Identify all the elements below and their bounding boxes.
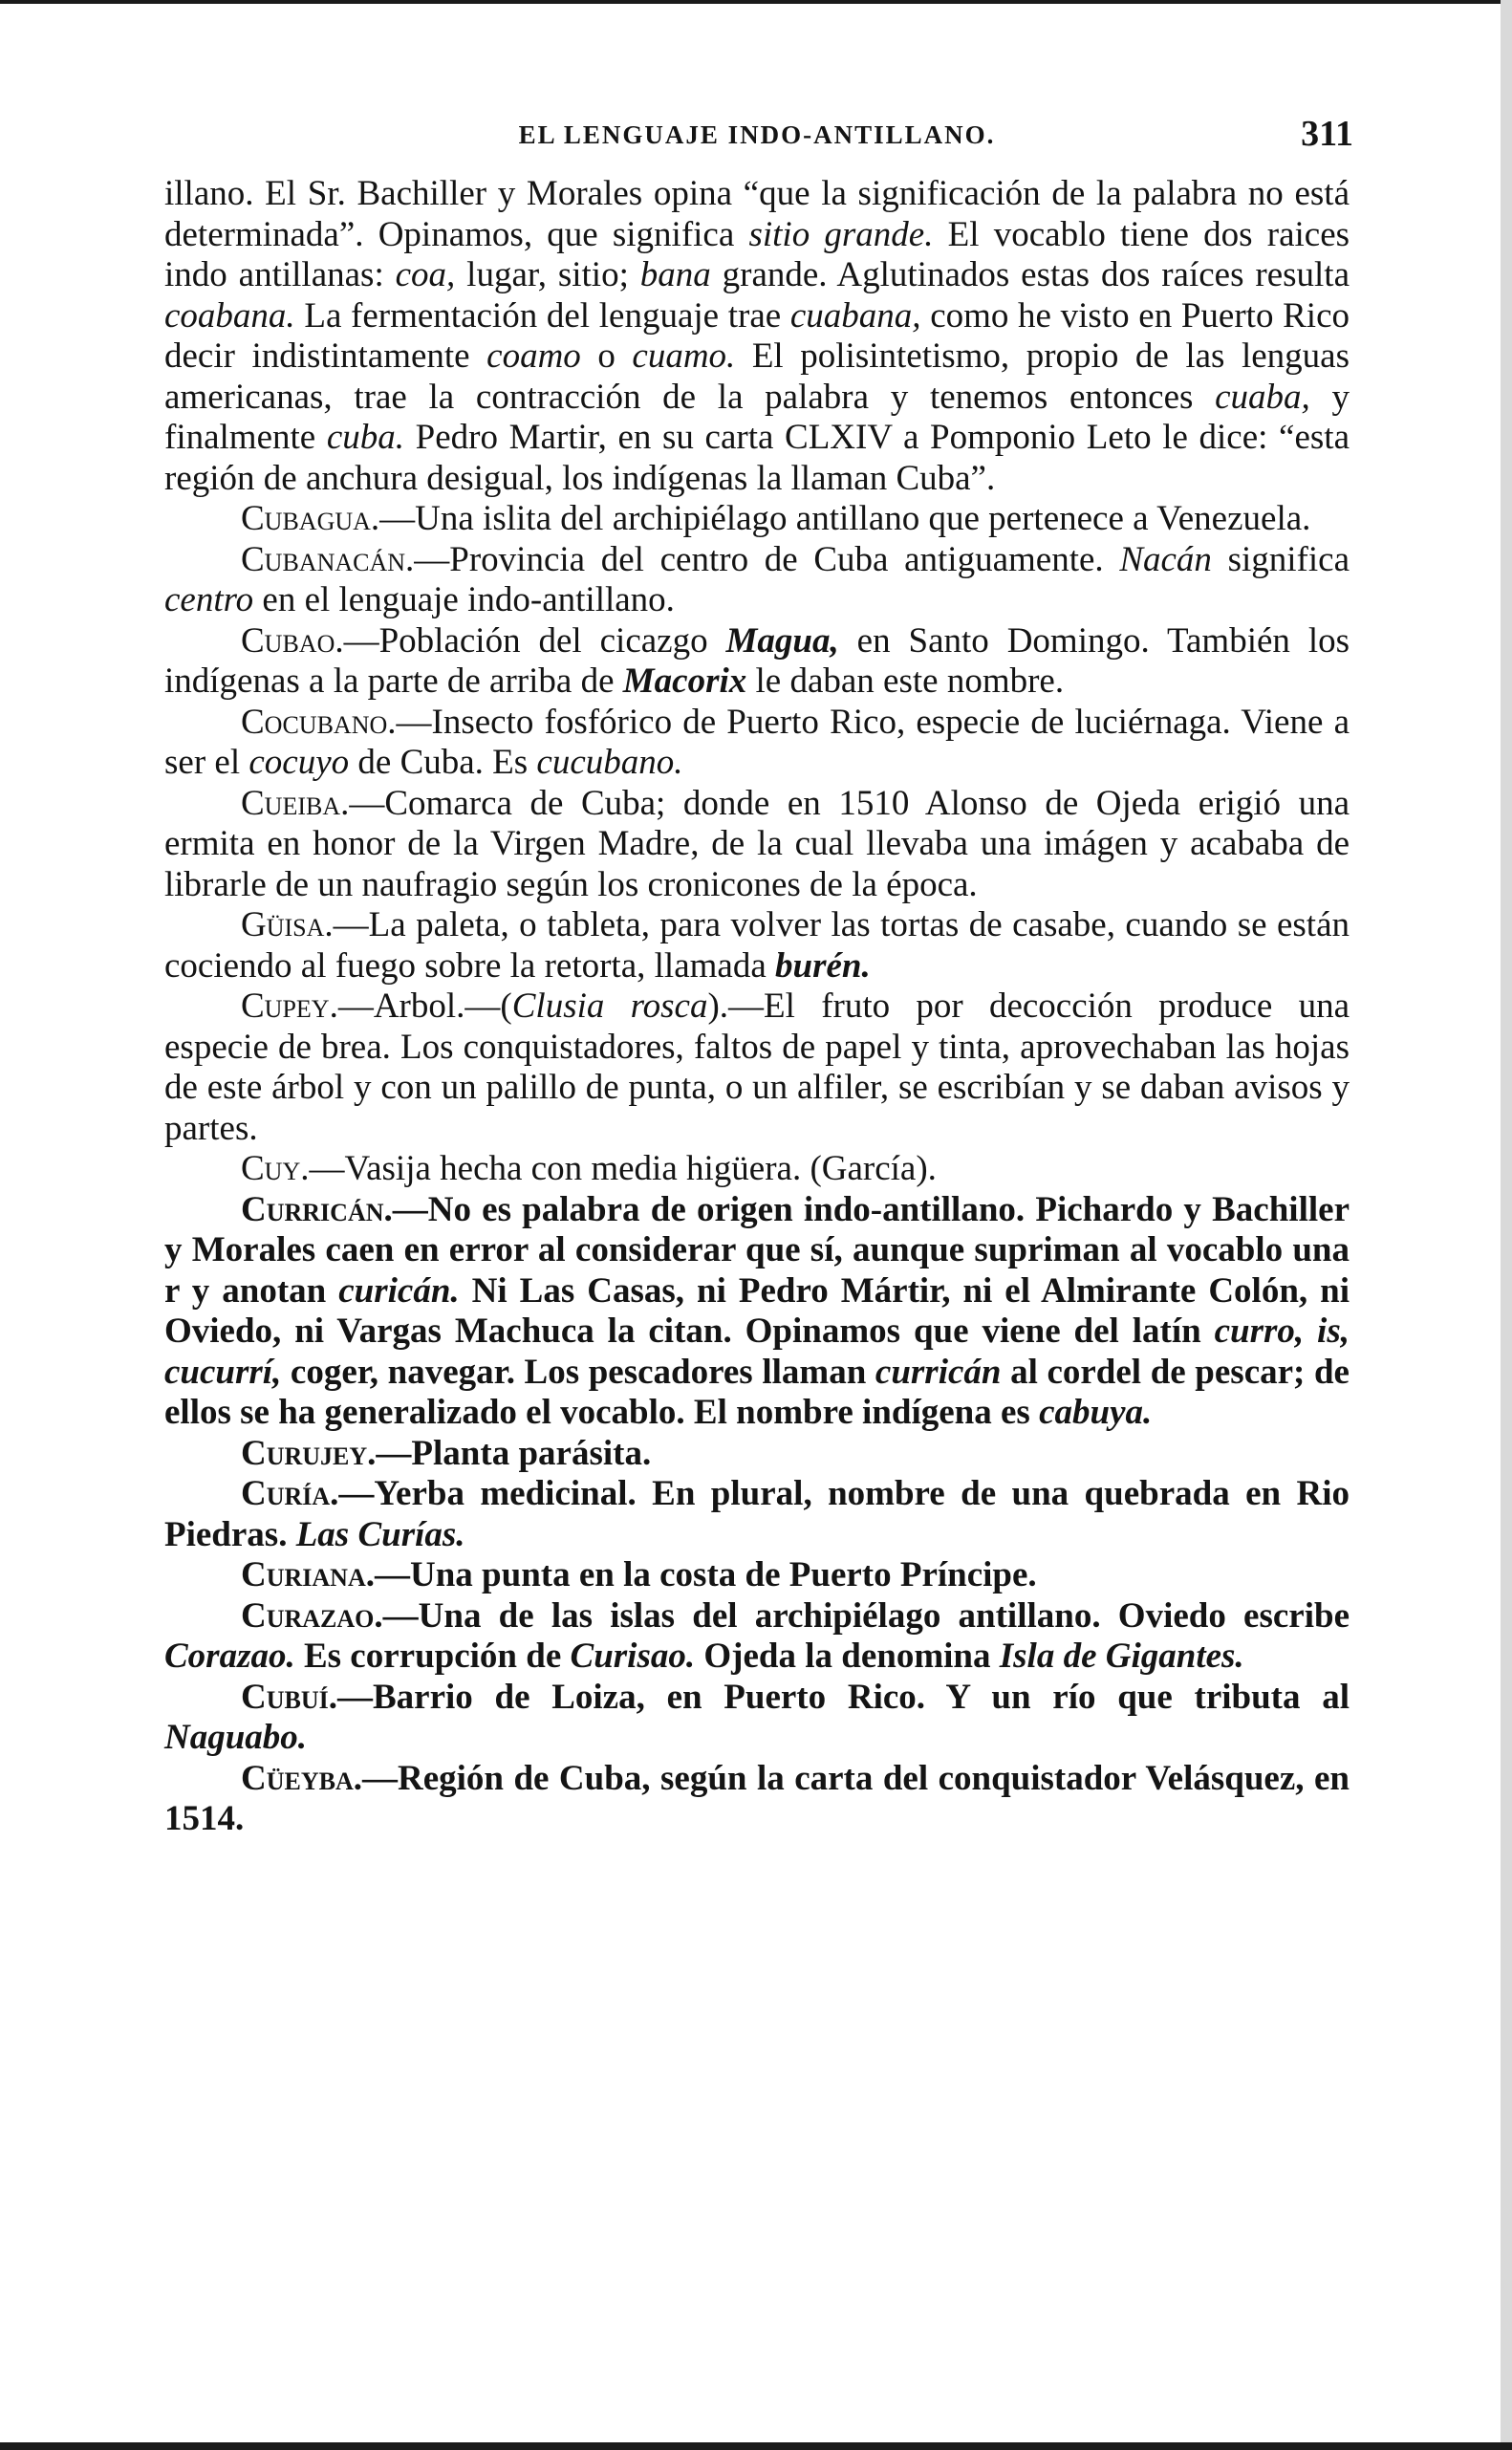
italic-term: burén. xyxy=(775,945,871,986)
entry-definition: ).—El fruto por decocción produce una especie de brea. Los conquistadores, faltos de papel y tinta, aprovechaban las hojas de este árbol y con un palillo de punta, o un alfiler, se escribían y se daban avisos y partes. xyxy=(164,987,1350,1148)
entry-headword: Cubanacán. xyxy=(241,539,415,579)
entry-headword: Curiana. xyxy=(241,1555,375,1594)
italic-term: Macorix xyxy=(622,661,747,701)
body-text xyxy=(164,174,1350,1840)
running-head xyxy=(164,113,1353,170)
opening-paragraph xyxy=(164,174,1350,499)
entry-cueyba xyxy=(164,1759,1350,1840)
text-run: El polisintetismo, propio de las lenguas americanas, trae la contracción de la palabra y tenemos entonces xyxy=(164,336,1350,417)
italic-term: Las Curías. xyxy=(295,1514,465,1554)
entry-headword: Cupey. xyxy=(241,987,338,1026)
italic-term: curricán xyxy=(875,1352,1002,1392)
italic-term: cabuya. xyxy=(1039,1393,1153,1432)
entry-definition: de Cuba. Es xyxy=(349,743,537,782)
entry-definition: —Arbol.—( xyxy=(337,987,512,1026)
entry-definition: Ni Las Casas, ni Pedro Mártir, ni el Almirante Colón, ni Oviedo, ni Vargas Machuca la citan. Opinamos que viene del latín xyxy=(164,1270,1350,1351)
entry-headword: Cocubano. xyxy=(241,702,397,742)
entry-headword: Curujey. xyxy=(241,1433,377,1473)
entry-headword: Cuy. xyxy=(241,1149,310,1188)
entry-definition: —Una islita del archipiélago antillano que pertenece a Venezuela. xyxy=(379,499,1311,538)
entry-curujey xyxy=(164,1434,1350,1475)
scan-edge-bottom xyxy=(0,2442,1512,2450)
italic-term: sitio grande. xyxy=(748,214,934,254)
entry-cubao xyxy=(164,621,1350,703)
entry-definition: —La paleta, o tableta, para volver las tortas de casabe, cuando se están cociendo al fuego sobre la retorta, llamada xyxy=(164,905,1350,986)
entry-definition: —No es palabra de origen indo-antillano. Pichardo y Bachiller y Morales caen en error al considerar que sí, aunque supriman al vocablo una r y anotan xyxy=(164,1189,1350,1311)
entry-definition: en el lenguaje indo-antillano. xyxy=(253,580,675,619)
italic-term: Isla de Gigantes. xyxy=(999,1637,1244,1676)
entry-guisa xyxy=(164,905,1350,987)
italic-term: bana xyxy=(639,255,711,294)
entry-definition: significa xyxy=(1211,539,1350,579)
italic-term: Nacán xyxy=(1119,539,1212,579)
entry-definition: —Planta parásita. xyxy=(376,1433,652,1473)
italic-term: cocuyo xyxy=(248,743,350,782)
entry-definition: —Una punta en la costa de Puerto Príncipe. xyxy=(374,1555,1037,1594)
italic-term: coamo xyxy=(486,336,581,376)
entry-curazao xyxy=(164,1596,1350,1678)
text-run: Pedro Martir, en su carta CLXIV a Pomponio Leto le dice: “esta región de anchura desigual, los indígenas la llaman Cuba”. xyxy=(164,418,1350,498)
entry-curia xyxy=(164,1474,1350,1555)
scan-edge-top xyxy=(0,0,1512,4)
italic-term: Naguabo. xyxy=(164,1718,308,1757)
italic-term: coa, xyxy=(395,255,456,294)
entry-definition: —Insecto fosfórico de Puerto Rico, especie de luciérnaga. Viene a ser el xyxy=(164,702,1350,782)
entry-headword: Cueiba. xyxy=(241,783,350,823)
entry-definition: en Santo Domingo. También los indígenas a la parte de arriba de xyxy=(164,620,1350,701)
entry-headword: Cubuí. xyxy=(241,1677,337,1717)
entry-definition: coger, navegar. Los pescadores llaman xyxy=(281,1352,875,1392)
text-run: La fermentación del lenguaje trae xyxy=(294,295,790,336)
italic-term: cucubano. xyxy=(536,743,683,782)
entry-currican xyxy=(164,1190,1350,1434)
text-run: y finalmente xyxy=(164,377,1350,457)
entry-cocubano xyxy=(164,703,1350,784)
running-title: EL LENGUAJE INDO-ANTILLANO. xyxy=(518,120,996,149)
entry-definition: —Una de las islas del archipiélago antillano. Oviedo escribe xyxy=(382,1595,1350,1636)
italic-term: Curisao. xyxy=(570,1637,696,1676)
italic-term: coabana. xyxy=(164,295,295,336)
entry-cubui xyxy=(164,1678,1350,1759)
text-run: El vocablo tiene dos raices indo antillanas: xyxy=(164,214,1350,294)
italic-term: cuba. xyxy=(326,418,405,457)
entry-definition: —Vasija hecha con media higüera. (García). xyxy=(309,1149,937,1188)
text-run: lugar, sitio; xyxy=(455,255,640,294)
italic-term: curicán. xyxy=(338,1270,460,1311)
italic-term: cuaba, xyxy=(1215,377,1310,417)
text-run: como he visto en Puerto Rico decir indistintamente xyxy=(164,295,1350,376)
entry-definition: —Provincia del centro de Cuba antiguamente. xyxy=(414,539,1120,579)
entry-curiana xyxy=(164,1555,1350,1596)
italic-term: curro, is, cucurrí, xyxy=(164,1312,1350,1392)
text-run: illano. El Sr. Bachiller y Morales opina “que la significación de la palabra no está determinada”. Opinamos, que significa xyxy=(164,174,1350,254)
entry-definition: —Población del cicazgo xyxy=(343,620,726,661)
entry-headword: Curía. xyxy=(241,1474,339,1513)
entry-headword: Curazao. xyxy=(241,1595,383,1636)
entry-headword: Güisa. xyxy=(241,905,334,944)
entry-definition: —Comarca de Cuba; donde en 1510 Alonso de Ojeda erigió una ermita en honor de la Virgen Madre, de la cual llevaba una imágen y acababa de librarle de un naufragio según los cronicones de la época. xyxy=(164,783,1350,904)
entry-definition: Es corrupción de xyxy=(294,1637,571,1676)
italic-term: cuabana, xyxy=(789,295,921,336)
entry-definition: Ojeda la denomina xyxy=(695,1637,1000,1676)
text-run: grande. Aglutinados estas dos raíces resulta xyxy=(710,255,1350,294)
entry-cubagua xyxy=(164,499,1350,540)
entry-cuy xyxy=(164,1149,1350,1190)
italic-term: Magua, xyxy=(725,620,839,661)
entry-headword: Cubao. xyxy=(241,620,344,661)
entry-definition: —Región de Cuba, según la carta del conquistador Velásquez, en 1514. xyxy=(164,1758,1350,1838)
italic-term: cuamo. xyxy=(632,336,736,376)
page-number: 311 xyxy=(1301,114,1353,154)
text-run: o xyxy=(580,336,633,376)
entry-headword: Cüeyba. xyxy=(241,1758,362,1798)
book-page xyxy=(164,113,1353,1840)
entry-cueiba xyxy=(164,784,1350,906)
italic-term: Corazao. xyxy=(164,1637,295,1676)
entry-cupey xyxy=(164,987,1350,1149)
entry-headword: Cubagua. xyxy=(241,499,380,538)
scan-edge-right xyxy=(1501,0,1512,2450)
italic-term: centro xyxy=(164,580,254,619)
entry-definition: al cordel de pescar; de ellos se ha generalizado el vocablo. El nombre indígena es xyxy=(164,1352,1350,1432)
entry-definition: le daban este nombre. xyxy=(746,661,1065,701)
italic-term: Clusia rosca xyxy=(511,987,708,1026)
entry-cubanacan xyxy=(164,540,1350,621)
entry-headword: Curricán. xyxy=(241,1189,393,1229)
entry-definition: —Yerba medicinal. En plural, nombre de una quebrada en Rio Piedras. xyxy=(164,1474,1350,1554)
entry-definition: —Barrio de Loiza, en Puerto Rico. Y un río que tributa al xyxy=(336,1677,1350,1717)
